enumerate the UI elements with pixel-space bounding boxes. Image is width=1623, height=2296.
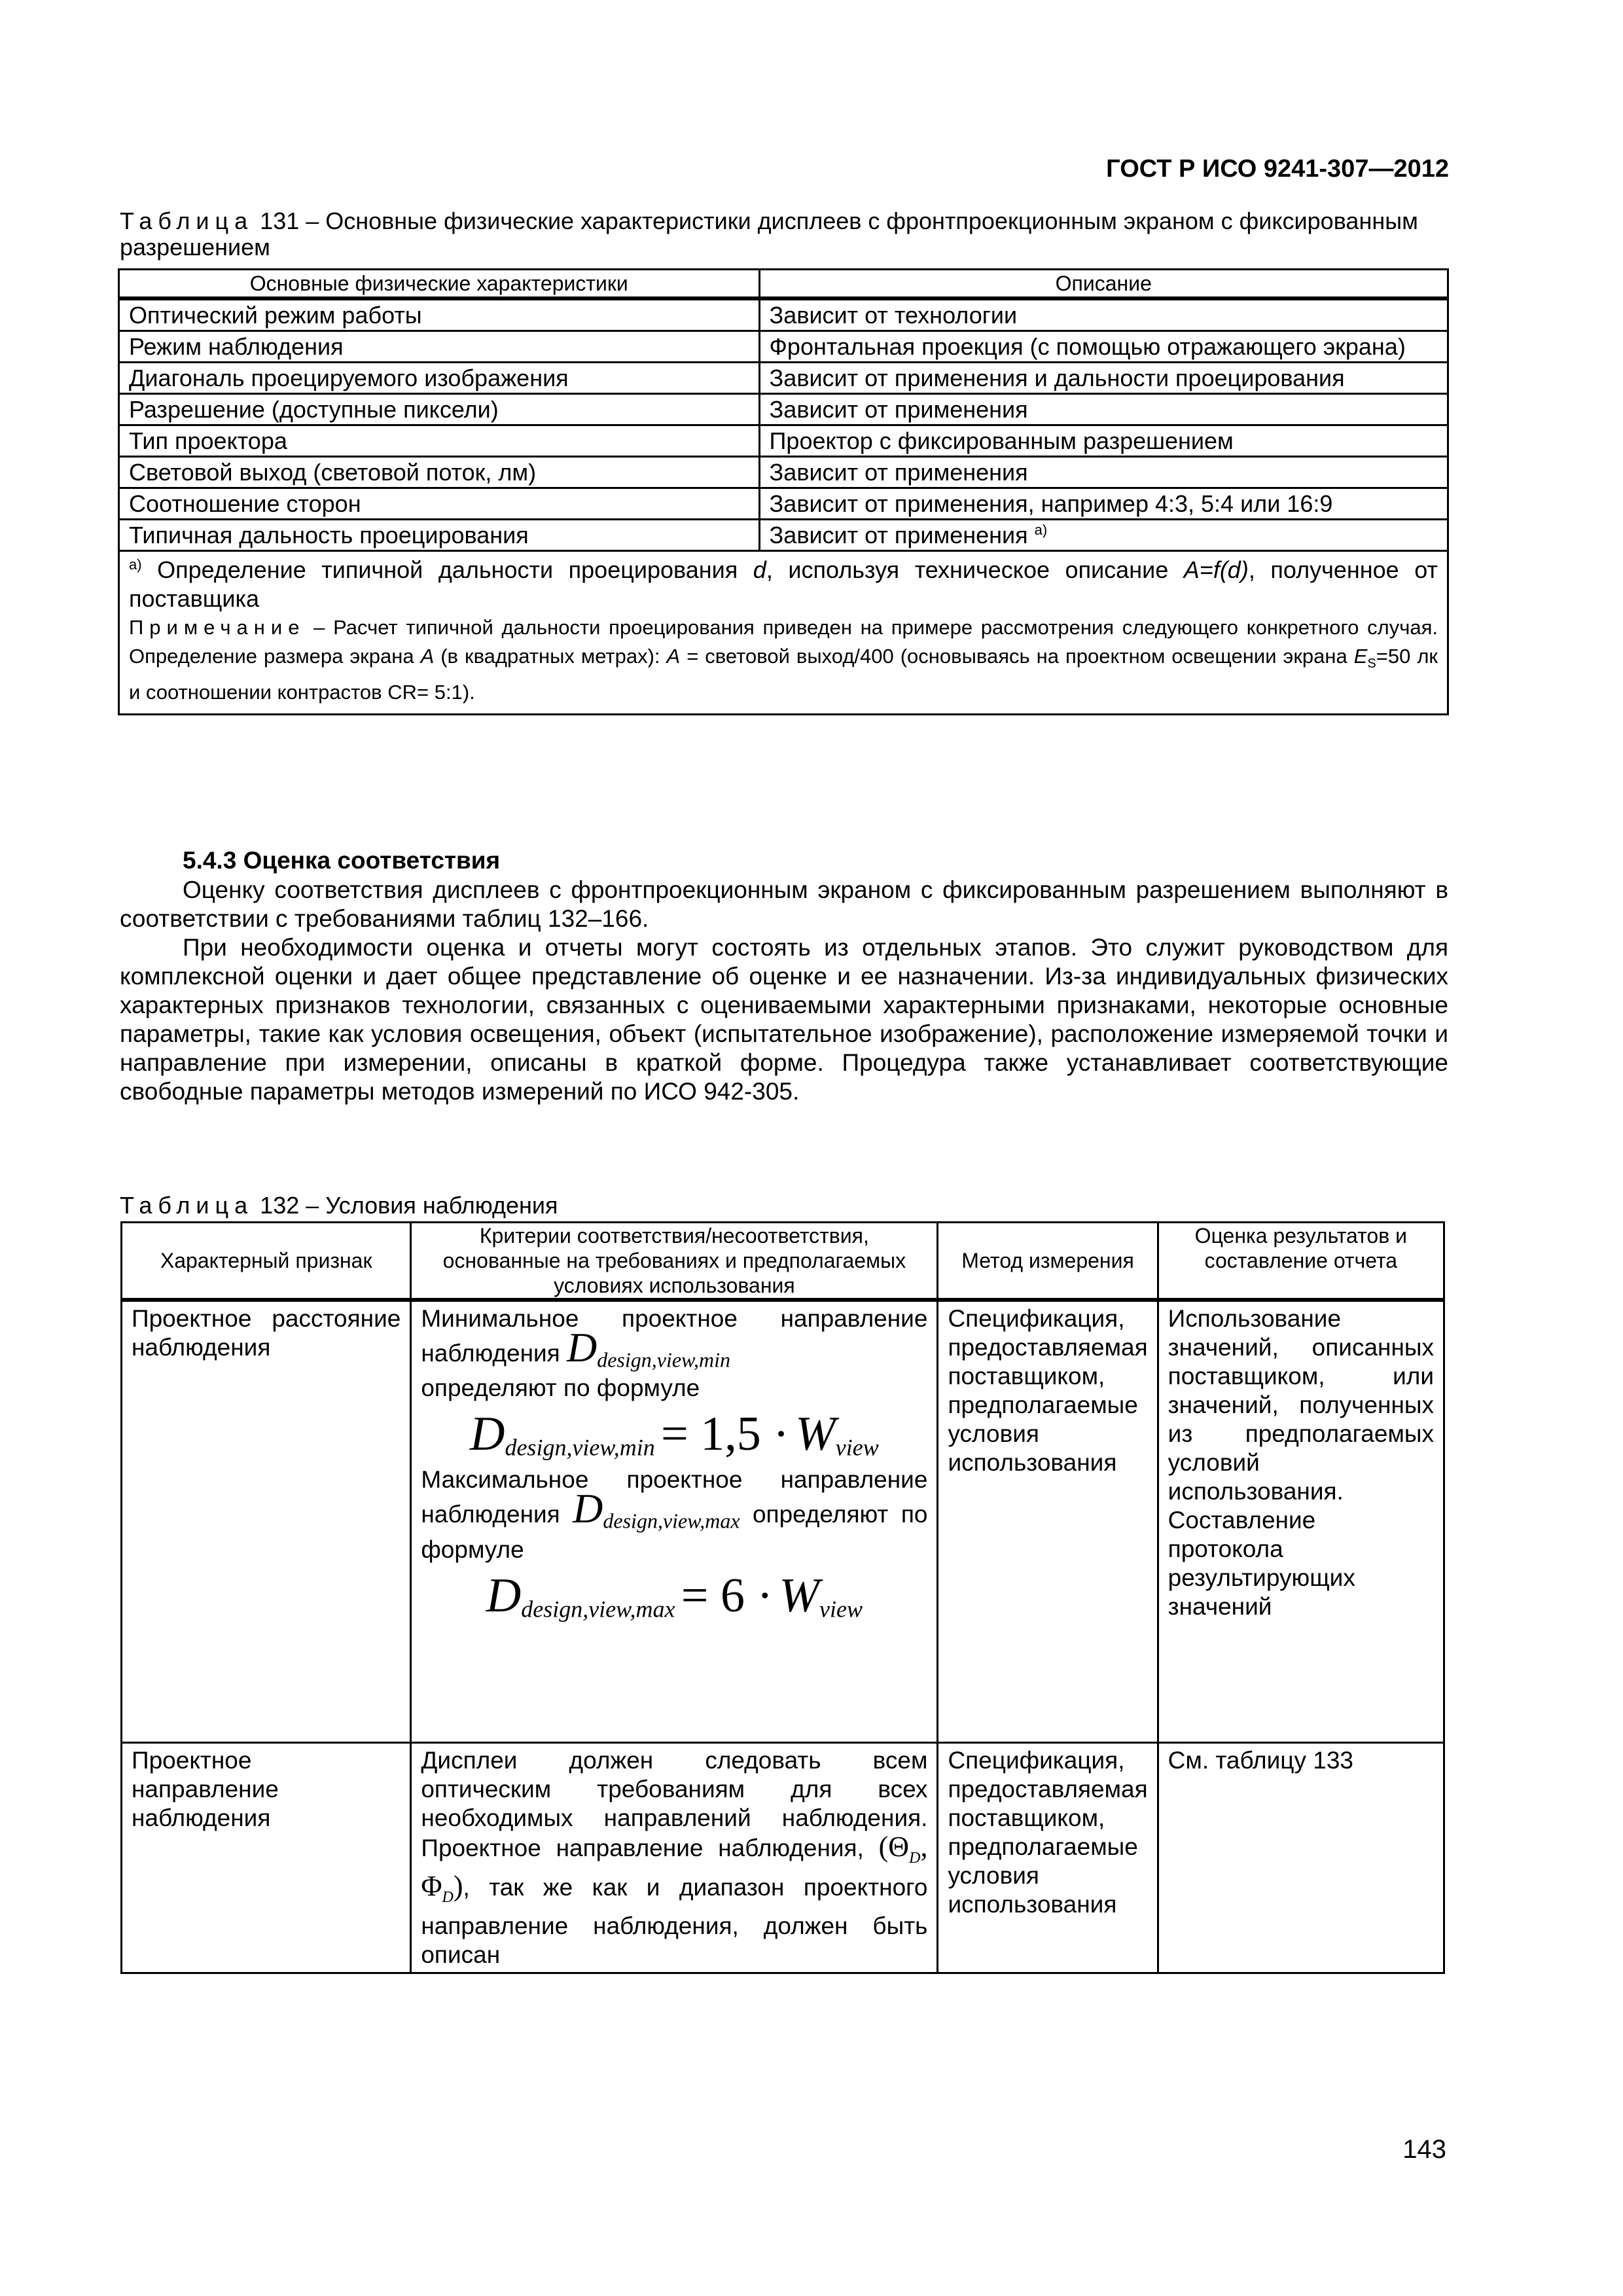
table-132-caption: Таблица 132 – Условия наблюдения: [120, 1192, 558, 1219]
table-header-row: [122, 1223, 1444, 1300]
table-row: Режим наблюдения Фронтальная проекция (с помощью отражающего экрана): [119, 331, 1448, 363]
table-row: Световой выход (световой поток, лм) Зависит от применения: [119, 457, 1448, 488]
paragraph: При необходимости оценка и отчеты могут состоять из отдельных этапов. Это служит руководством для комплексной оценки и дает общее представление об оценке и ее назначении. Из-за индивидуальных физических характерных признаков технологии, связанных с оцениваемыми характерными признаками, некоторые основные параметры, такие как условия освещения, объект (испытательное изображение), расположение измеряемой точки и направление при измерении, описаны в краткой форме. Процедура также устанавливает соответствующие свободные параметры методов измерений по ИСО 942-305.: [120, 934, 1448, 1105]
column-header: Критерии соответствия/несоответствия, основанные на требованиях и предполагаемых условиях использования: [411, 1223, 938, 1300]
formula-min-distance: $D_{design,view,min} = 1,5 \cdot W_{view}$: [470, 1407, 879, 1462]
table-row: Проектное направление наблюдения Дисплеи должен следовать всем оптическим требованиям для всех необходимых направлений наблюдения. Проектное направление наблюдения, ($\Theta_D$, $\Phi_D$), так же как и диапазон проектного направление наблюдения, должен быть описан Спецификация, предоставляемая поставщиком, предполагаемые условия использования См. таблицу 133: [122, 1742, 1444, 1973]
table-row: Разрешение (доступные пиксели) Зависит от применения: [119, 394, 1448, 425]
formula-inline: $D_{design,view,max}$: [573, 1485, 740, 1533]
table-footnote-row: [119, 551, 1448, 715]
section-5-4-3: [120, 846, 1448, 1106]
table-header-row: [119, 270, 1448, 299]
paragraph: Оценку соответствия дисплеев с фронтпроекционным экраном с фиксированным разрешением выполняют в соответствии с требованиями таблиц 132–166.: [120, 876, 1448, 932]
table-row: Оптический режим работы Зависит от технологии: [119, 298, 1448, 331]
table-132: [120, 1221, 1445, 1974]
table-row: Типичная дальность проецирования Зависит от применения $^{а)}$: [119, 520, 1448, 551]
viewing-direction-symbol: ($\Theta_D$, $\Phi_D$): [421, 1830, 928, 1907]
table-note: Примечание – Расчет типичной дальности проецирования приведен на примере рассмотрения следующего конкретного случая. Определение размера экрана A (в квадратных метрах): A = световой выход/400 (основываясь на проектном освещении экрана $E_S=50$ лк и соотношении контрастов CR= 5:1).: [129, 616, 1438, 704]
table-row: Тип проектора Проектор с фиксированным разрешением: [119, 425, 1448, 457]
table-131: [118, 268, 1449, 715]
column-header: Метод измерения: [938, 1223, 1158, 1300]
table-row: Проектное расстояние наблюдения Минимальное проектное направление наблюдения $D_{design,view,min}$ определяют по формуле $D_{design,view,min} = 1,5 \cdot W_{view}$ Максимальное проектное направление наблюдения $D_{design,view,max}$ определяют по формуле $D_{design,view,max} = 6 \cdot W_{view}$ Спецификация, предоставляемая поставщиком, предполагаемые условия использования Использование значений, описанных поставщиком, или значений, полученных из предполагаемых условий использования. Составление протокола результирующих значений: [122, 1300, 1444, 1742]
footnote: $^{а)}$ Определение типичной дальности проецирования d, используя техническое описание A=f(d), полученное от поставщика: [129, 556, 1438, 612]
footnote-mark: а): [1034, 522, 1048, 538]
document-id: ГОСТ Р ИСО 9241-307—2012: [1106, 155, 1449, 183]
section-heading: 5.4.3 Оценка соответствия: [183, 847, 501, 874]
column-header: Характерный признак: [122, 1223, 411, 1300]
page-number: 143: [1402, 2135, 1446, 2164]
column-header: Описание: [759, 270, 1448, 299]
formula-max-distance: $D_{design,view,max} = 6 \cdot W_{view}$: [486, 1568, 863, 1623]
column-header: Основные физические характеристики: [119, 270, 760, 299]
formula-inline: $D_{design,view,min}$: [567, 1324, 731, 1372]
column-header: Оценка результатов и составление отчета: [1158, 1223, 1444, 1300]
table-131-caption: Таблица 131 – Основные физические характеристики дисплеев с фронтпроекционным экраном с фиксированным разрешением: [120, 207, 1418, 260]
table-row: Диагональ проецируемого изображения Зависит от применения и дальности проецирования: [119, 363, 1448, 394]
table-row: Соотношение сторон Зависит от применения, например 4:3, 5:4 или 16:9: [119, 488, 1448, 520]
